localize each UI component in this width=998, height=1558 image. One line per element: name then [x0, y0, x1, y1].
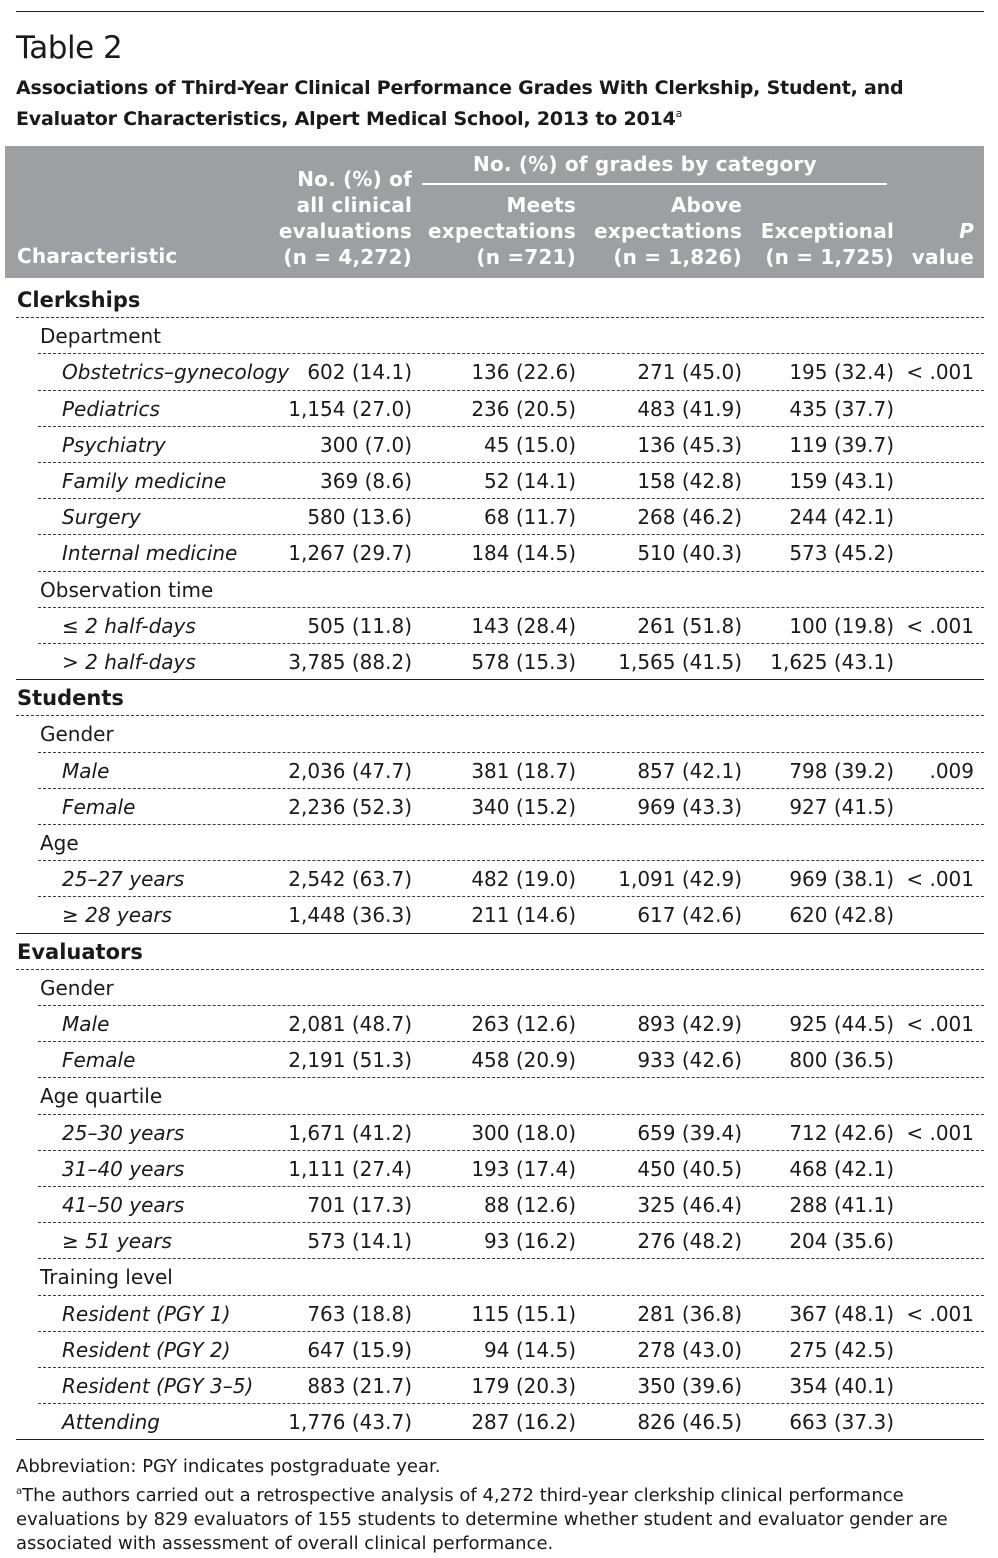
- cell-p-value: < .001: [906, 1302, 974, 1326]
- row-label: Resident (PGY 3–5): [62, 1374, 254, 1398]
- table-row: [16, 644, 984, 680]
- cell-all-evaluations: 602 (14.1): [307, 360, 412, 384]
- header-above-line3: (n = 1,826): [613, 245, 742, 269]
- header-all-line4: (n = 4,272): [283, 245, 412, 269]
- row-label: Observation time: [40, 578, 214, 602]
- row-label: Female: [62, 1048, 136, 1072]
- header-above: [594, 192, 742, 270]
- footnote-a: [16, 1480, 984, 1556]
- section-header: [16, 282, 984, 318]
- subsection-header: [16, 1078, 984, 1114]
- cell-meets: 184 (14.5): [471, 541, 576, 565]
- row-label: Resident (PGY 2): [62, 1338, 231, 1362]
- table-row: [16, 608, 984, 644]
- row-label: 31–40 years: [62, 1157, 185, 1181]
- cell-exceptional: 288 (41.1): [789, 1193, 894, 1217]
- table-row: [16, 1187, 984, 1223]
- cell-above: 271 (45.0): [637, 360, 742, 384]
- cell-above: 281 (36.8): [637, 1302, 742, 1326]
- subsection-header: [16, 716, 984, 752]
- cell-above: 350 (39.6): [637, 1374, 742, 1398]
- cell-all-evaluations: 300 (7.0): [320, 433, 412, 457]
- cell-meets: 236 (20.5): [471, 397, 576, 421]
- header-all-line2: all clinical: [296, 193, 412, 217]
- cell-meets: 211 (14.6): [471, 903, 576, 927]
- cell-p-value: < .001: [906, 1121, 974, 1145]
- cell-above: 1,565 (41.5): [618, 650, 742, 674]
- cell-above: 1,091 (42.9): [618, 867, 742, 891]
- cell-above: 857 (42.1): [637, 759, 742, 783]
- table-row: [16, 1042, 984, 1078]
- table-row: [16, 535, 984, 571]
- cell-exceptional: 798 (39.2): [789, 759, 894, 783]
- cell-p-value: < .001: [906, 1012, 974, 1036]
- cell-above: 969 (43.3): [637, 795, 742, 819]
- table-row: [16, 1332, 984, 1368]
- cell-all-evaluations: 2,236 (52.3): [288, 795, 412, 819]
- cell-all-evaluations: 369 (8.6): [320, 469, 412, 493]
- header-meets: [428, 192, 576, 270]
- cell-above: 325 (46.4): [637, 1193, 742, 1217]
- table-row: [16, 1006, 984, 1042]
- table-row: [16, 354, 984, 390]
- cell-exceptional: 275 (42.5): [789, 1338, 894, 1362]
- cell-above: 261 (51.8): [637, 614, 742, 638]
- table-row: [16, 1115, 984, 1151]
- table-row: [16, 499, 984, 535]
- cell-meets: 115 (15.1): [471, 1302, 576, 1326]
- cell-all-evaluations: 3,785 (88.2): [288, 650, 412, 674]
- cell-exceptional: 927 (41.5): [789, 795, 894, 819]
- table-row: [16, 427, 984, 463]
- cell-exceptional: 367 (48.1): [789, 1302, 894, 1326]
- row-label: 41–50 years: [62, 1193, 185, 1217]
- cell-meets: 340 (15.2): [471, 795, 576, 819]
- cell-p-value: < .001: [906, 614, 974, 638]
- cell-meets: 52 (14.1): [484, 469, 576, 493]
- footnote-abbreviation: Abbreviation: PGY indicates postgraduate year.: [16, 1456, 441, 1477]
- row-label: Resident (PGY 1): [62, 1302, 231, 1326]
- header-exc-line2: (n = 1,725): [765, 245, 894, 269]
- cell-exceptional: 620 (42.8): [789, 903, 894, 927]
- cell-meets: 143 (28.4): [471, 614, 576, 638]
- header-exceptional: [761, 218, 894, 270]
- cell-meets: 136 (22.6): [471, 360, 576, 384]
- caption-footnote-mark: a: [675, 107, 683, 120]
- cell-exceptional: 244 (42.1): [789, 505, 894, 529]
- cell-exceptional: 800 (36.5): [789, 1048, 894, 1072]
- row-label: > 2 half-days: [62, 650, 196, 674]
- cell-all-evaluations: 2,191 (51.3): [288, 1048, 412, 1072]
- row-label: Psychiatry: [62, 433, 166, 457]
- cell-above: 826 (46.5): [637, 1410, 742, 1434]
- cell-above: 510 (40.3): [637, 541, 742, 565]
- row-label: Students: [17, 686, 124, 710]
- row-label: ≥ 51 years: [62, 1229, 172, 1253]
- cell-all-evaluations: 1,776 (43.7): [288, 1410, 412, 1434]
- header-all-evaluations: [279, 166, 412, 270]
- table-row: [16, 1404, 984, 1440]
- cell-meets: 179 (20.3): [471, 1374, 576, 1398]
- cell-all-evaluations: 1,671 (41.2): [288, 1121, 412, 1145]
- cell-exceptional: 969 (38.1): [789, 867, 894, 891]
- header-p-line1: P: [959, 219, 974, 243]
- cell-exceptional: 435 (37.7): [789, 397, 894, 421]
- subsection-header: [16, 1259, 984, 1295]
- cell-exceptional: 573 (45.2): [789, 541, 894, 565]
- caption-text: Associations of Third-Year Clinical Performance Grades With Clerkship, Student, and Evaluator Characteristics, Alpert Medical School, 2013 to 2014: [16, 77, 904, 130]
- row-label: Male: [62, 1012, 110, 1036]
- row-label: Obstetrics–gynecology: [62, 360, 290, 384]
- cell-all-evaluations: 647 (15.9): [307, 1338, 412, 1362]
- header-exc-line1: Exceptional: [760, 219, 894, 243]
- header-meets-line1: Meets: [506, 193, 576, 217]
- cell-all-evaluations: 1,111 (27.4): [288, 1157, 412, 1181]
- footnote-a-text: The authors carried out a retrospective analysis of 4,272 third-year clerkship clinical performance evaluations by 829 evaluators of 155 students to determine whether student and evaluator gender are associated with assessment of overall clinical performance.: [16, 1485, 948, 1554]
- subsection-header: [16, 318, 984, 354]
- table-header: [5, 146, 984, 278]
- cell-all-evaluations: 883 (21.7): [307, 1374, 412, 1398]
- cell-above: 278 (43.0): [637, 1338, 742, 1362]
- cell-above: 158 (42.8): [637, 469, 742, 493]
- row-label: Gender: [40, 976, 114, 1000]
- cell-exceptional: 663 (37.3): [789, 1410, 894, 1434]
- subsection-header: [16, 572, 984, 608]
- cell-p-value: .009: [929, 759, 974, 783]
- header-meets-line3: (n =721): [476, 245, 576, 269]
- table-bottom-rule: [16, 1439, 984, 1440]
- top-rule: [16, 11, 984, 12]
- header-all-line1: No. (%) of: [297, 167, 412, 191]
- row-label: Pediatrics: [62, 397, 160, 421]
- subsection-header: [16, 825, 984, 861]
- cell-above: 483 (41.9): [637, 397, 742, 421]
- cell-exceptional: 100 (19.8): [789, 614, 894, 638]
- header-p-line2: value: [911, 245, 974, 269]
- table-row: [16, 463, 984, 499]
- cell-above: 659 (39.4): [637, 1121, 742, 1145]
- cell-all-evaluations: 1,267 (29.7): [288, 541, 412, 565]
- table-row: [16, 1368, 984, 1404]
- cell-all-evaluations: 2,081 (48.7): [288, 1012, 412, 1036]
- cell-meets: 482 (19.0): [471, 867, 576, 891]
- cell-meets: 578 (15.3): [471, 650, 576, 674]
- section-header: [16, 934, 984, 970]
- header-above-line2: expectations: [594, 219, 742, 243]
- cell-meets: 381 (18.7): [471, 759, 576, 783]
- row-label: 25–27 years: [62, 867, 185, 891]
- header-p-value: [912, 218, 974, 270]
- cell-all-evaluations: 1,448 (36.3): [288, 903, 412, 927]
- row-label: ≤ 2 half-days: [62, 614, 196, 638]
- cell-exceptional: 925 (44.5): [789, 1012, 894, 1036]
- cell-exceptional: 468 (42.1): [789, 1157, 894, 1181]
- cell-exceptional: 195 (32.4): [789, 360, 894, 384]
- row-label: Female: [62, 795, 136, 819]
- row-label: Age: [40, 831, 79, 855]
- row-label: Attending: [62, 1410, 160, 1434]
- cell-above: 893 (42.9): [637, 1012, 742, 1036]
- table-row: [16, 753, 984, 789]
- header-meets-line2: expectations: [428, 219, 576, 243]
- cell-above: 268 (46.2): [637, 505, 742, 529]
- cell-exceptional: 119 (39.7): [789, 433, 894, 457]
- cell-all-evaluations: 573 (14.1): [307, 1229, 412, 1253]
- row-label: Clerkships: [17, 288, 141, 312]
- header-group-title: No. (%) of grades by category: [473, 152, 817, 176]
- table-row: [16, 789, 984, 825]
- header-group-rule: [422, 183, 887, 185]
- row-label: Surgery: [62, 505, 141, 529]
- header-all-line3: evaluations: [278, 219, 412, 243]
- cell-above: 617 (42.6): [637, 903, 742, 927]
- cell-all-evaluations: 701 (17.3): [307, 1193, 412, 1217]
- row-label: Male: [62, 759, 110, 783]
- cell-all-evaluations: 580 (13.6): [307, 505, 412, 529]
- cell-p-value: < .001: [906, 867, 974, 891]
- cell-meets: 193 (17.4): [471, 1157, 576, 1181]
- table-row: [16, 1223, 984, 1259]
- table-row: [16, 861, 984, 897]
- row-label: Family medicine: [62, 469, 227, 493]
- cell-exceptional: 1,625 (43.1): [770, 650, 894, 674]
- row-label: ≥ 28 years: [62, 903, 172, 927]
- cell-exceptional: 159 (43.1): [789, 469, 894, 493]
- row-label: Department: [40, 324, 162, 348]
- row-label: Age quartile: [40, 1084, 163, 1108]
- cell-meets: 263 (12.6): [471, 1012, 576, 1036]
- cell-p-value: < .001: [906, 360, 974, 384]
- cell-above: 933 (42.6): [637, 1048, 742, 1072]
- section-header: [16, 680, 984, 716]
- cell-above: 136 (45.3): [637, 433, 742, 457]
- footnote-a-mark: a: [16, 1486, 23, 1497]
- row-label: Evaluators: [17, 940, 143, 964]
- table-label: Table 2: [16, 30, 123, 66]
- table-row: [16, 897, 984, 933]
- cell-meets: 458 (20.9): [471, 1048, 576, 1072]
- cell-all-evaluations: 505 (11.8): [307, 614, 412, 638]
- cell-exceptional: 712 (42.6): [789, 1121, 894, 1145]
- row-label: 25–30 years: [62, 1121, 185, 1145]
- cell-above: 276 (48.2): [637, 1229, 742, 1253]
- cell-meets: 68 (11.7): [484, 505, 576, 529]
- cell-above: 450 (40.5): [637, 1157, 742, 1181]
- cell-meets: 45 (15.0): [484, 433, 576, 457]
- cell-meets: 287 (16.2): [471, 1410, 576, 1434]
- cell-all-evaluations: 2,542 (63.7): [288, 867, 412, 891]
- cell-exceptional: 354 (40.1): [789, 1374, 894, 1398]
- row-label: Internal medicine: [62, 541, 238, 565]
- cell-all-evaluations: 1,154 (27.0): [288, 397, 412, 421]
- table-row: [16, 391, 984, 427]
- cell-meets: 94 (14.5): [484, 1338, 576, 1362]
- table-caption: [16, 76, 986, 132]
- table-row: [16, 1296, 984, 1332]
- row-label: Gender: [40, 722, 114, 746]
- cell-meets: 93 (16.2): [484, 1229, 576, 1253]
- cell-all-evaluations: 2,036 (47.7): [288, 759, 412, 783]
- cell-meets: 88 (12.6): [484, 1193, 576, 1217]
- subsection-header: [16, 970, 984, 1006]
- header-characteristic: Characteristic: [17, 244, 178, 268]
- row-label: Training level: [40, 1265, 173, 1289]
- cell-meets: 300 (18.0): [471, 1121, 576, 1145]
- table-row: [16, 1151, 984, 1187]
- cell-exceptional: 204 (35.6): [789, 1229, 894, 1253]
- cell-all-evaluations: 763 (18.8): [307, 1302, 412, 1326]
- header-above-line1: Above: [670, 193, 742, 217]
